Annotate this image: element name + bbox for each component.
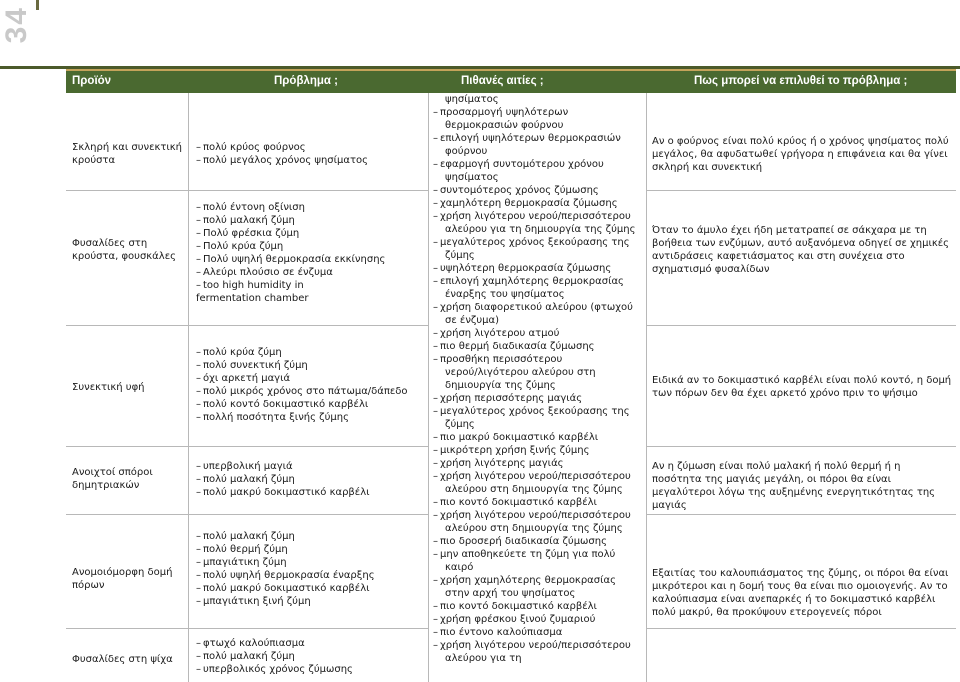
problem-cell [196, 141, 426, 167]
problem-item: – πολύ θερμή ζύμη [196, 543, 426, 556]
cause-line: – πιο κοντό δοκιμαστικό καρβέλι [433, 600, 643, 613]
cause-line: – χρήση φρέσκου ξινού ζυμαριού [433, 613, 643, 626]
cause-line: – πιο έντονο καλούπιασμα [433, 626, 643, 639]
row-divider [66, 190, 428, 191]
product-cell: Ανοιχτοί σπόροι δημητριακών [72, 467, 153, 491]
cause-line: ζύμης [445, 419, 475, 430]
cause-line: – υψηλότερη θερμοκρασία ζύμωσης [433, 262, 643, 275]
cause-line: – πιο θερμή διαδικασία ζύμωσης [433, 340, 643, 353]
product-cell: Φυσαλίδες στη κρούστα, φουσκάλες [72, 238, 176, 262]
problem-item: – μπαγιάτικη ζύμη [196, 556, 426, 569]
cause-line: θερμοκρασιών φούρνου [445, 120, 564, 131]
cause-line: – χρήση λιγότερου νερού/περισσότερου [433, 639, 643, 652]
problem-item: – μπαγιάτικη ξινή ζύμη [196, 595, 426, 608]
causes-column [433, 93, 643, 665]
cause-line: – επιλογή υψηλότερων θερμοκρασιών [433, 132, 643, 145]
problem-item: – φτωχό καλούπιασμα [196, 637, 426, 650]
header-solution: Πως μπορεί να επιλυθεί το πρόβλημα ; [694, 75, 908, 87]
solution-cell: Εξαιτίας του καλουπιάσματος της ζύμης, οι πόροι θα είναι μικρότεροι και η δομή τους θα είναι πιο ομοιογενής. Αν το καλούπιασμα είναι ανεπαρκές ή το δοκιμαστικό καρβέλι πολύ μακρύ, θα προκύψουν ετερογενείς πόροι [652, 568, 949, 618]
row-divider [646, 514, 956, 515]
problem-item: – πολύ συνεκτική ζύμη [196, 359, 426, 372]
problem-item: – πολύ υψηλή θερμοκρασία έναρξης [196, 569, 426, 582]
problem-item: – πολύ μαλακή ζύμη [196, 530, 426, 543]
problem-item: – πολύ μακρύ δοκιμαστικό καρβέλι [196, 582, 426, 595]
cause-line: – επιλογή χαμηλότερης θερμοκρασίας [433, 275, 643, 288]
cause-line: – μεγαλύτερος χρόνος ξεκούρασης της [433, 236, 643, 249]
page-number: 34 [0, 6, 33, 44]
table-header [66, 69, 956, 93]
row-divider [646, 325, 956, 326]
cause-line: – χρήση χαμηλότερης θερμοκρασίας [433, 574, 643, 587]
cause-line: αλεύρου για τη [445, 653, 522, 664]
cause-line: – χαμηλότερη θερμοκρασία ζύμωσης [433, 197, 643, 210]
cause-line: – χρήση λιγότερου νερού/περισσότερου [433, 509, 643, 522]
problem-item: – όχι αρκετή μαγιά [196, 372, 426, 385]
problem-item: – Πολύ φρέσκια ζύμη [196, 227, 426, 240]
solution-cell: Αν η ζύμωση είναι πολύ μαλακή ή πολύ θερμή ή η ποσότητα της μαγιάς μεγάλη, οι πόροι θα είναι μεγαλύτεροι λόγω της αυξημένης ενεργητικότητας της μαγιάς [652, 461, 936, 511]
cause-line: – πιο κοντό δοκιμαστικό καρβέλι [433, 496, 643, 509]
problem-item: – Πολύ υψηλή θερμοκρασία εκκίνησης [196, 253, 426, 266]
problem-cell [196, 530, 426, 608]
problem-item: – Αλεύρι πλούσιο σε ένζυμα [196, 266, 426, 279]
header-causes: Πιθανές αιτίες ; [461, 75, 544, 87]
row-divider [66, 628, 428, 629]
problem-item: – πολύ έντονη οξίνιση [196, 201, 426, 214]
problem-item: – πολλή ποσότητα ξινής ζύμης [196, 411, 426, 424]
problem-item: – too high humidity in fermentation chamber [196, 279, 371, 305]
header-problem: Πρόβλημα ; [274, 75, 339, 87]
cause-line: αλεύρου για τη δημιουργία της ζύμης [445, 224, 636, 235]
solution-cell: Αν ο φούρνος είναι πολύ κρύος ή ο χρόνος ψησίματος πολύ μεγάλος, θα αφυδατωθεί γρήγορα η επιφάνεια και θα γίνει σκληρή και συνεκτική [652, 136, 949, 173]
cause-line: – πιο μακρύ δοκιμαστικό καρβέλι [433, 431, 643, 444]
column-divider [428, 93, 429, 682]
problem-cell [196, 201, 426, 305]
cause-line: – προσθήκη περισσότερου [433, 353, 643, 366]
cause-line: αλεύρου στη δημιουργία της ζύμης [445, 523, 623, 534]
column-divider [188, 93, 189, 682]
cause-line: – προσαρμογή υψηλότερων [433, 106, 643, 119]
problem-item: – πολύ μαλακή ζύμη [196, 650, 426, 663]
cause-line: – χρήση περισσότερης μαγιάς [433, 392, 643, 405]
cause-line: – μικρότερη χρήση ξινής ζύμης [433, 444, 643, 457]
cause-line: – χρήση λιγότερου νερού/περισσότερου [433, 210, 643, 223]
cause-line: νερού/λιγότερου αλεύρου στη [445, 367, 596, 378]
cause-line: – μεγαλύτερος χρόνος ξεκούρασης της [433, 405, 643, 418]
row-divider [66, 446, 428, 447]
problem-item: – υπερβολικός χρόνος ζύμωσης [196, 663, 426, 676]
product-cell: Σκληρή και συνεκτική κρούστα [72, 142, 183, 166]
problem-cell [196, 637, 426, 676]
cause-line: ψησίματος [445, 94, 499, 105]
cause-line: καιρό [445, 562, 474, 573]
problem-item: – πολύ μακρύ δοκιμαστικό καρβέλι [196, 486, 426, 499]
cause-line: δημιουργία της ζύμης [445, 380, 556, 391]
problem-item: – πολύ μαλακή ζύμη [196, 473, 426, 486]
row-divider [646, 446, 956, 447]
cause-line: ψησίματος [445, 172, 499, 183]
problem-item: – πολύ μεγάλος χρόνος ψησίματος [196, 154, 426, 167]
cause-line: – χρήση διαφορετικού αλεύρου (φτωχού [433, 301, 643, 314]
cause-line: έναρξης του ψησίματος [445, 289, 565, 300]
problem-item: – πολύ κρύος φούρνος [196, 141, 426, 154]
cause-line: σε ένζυμα) [445, 315, 499, 326]
solution-cell: Όταν το άμυλο έχει ήδη μετατραπεί σε σάκχαρα με τη βοήθεια των ενζύμων, αυτό αυξανόμενα οδηγεί σε χημικές αντιδράσεις καφετιάσματος και στη συνέχεια στο σχηματισμό φυσαλίδων [652, 225, 950, 275]
cause-line: – μην αποθηκεύετε τη ζύμη για πολύ [433, 548, 643, 561]
product-cell: Συνεκτική υφή [72, 382, 145, 393]
cause-line: – πιο δροσερή διαδικασία ζύμωσης [433, 535, 643, 548]
product-cell: Φυσαλίδες στη ψίχα [72, 654, 173, 665]
problem-item: – πολύ μαλακή ζύμη [196, 214, 426, 227]
cause-line: αλεύρου στη δημιουργία της ζύμης [445, 484, 623, 495]
problem-item: – υπερβολική μαγιά [196, 460, 426, 473]
cause-line: – χρήση λιγότερου ατμού [433, 327, 643, 340]
cause-line: στην αρχή του ψησίματος [445, 588, 576, 599]
problem-item: – πολύ κρύα ζύμη [196, 346, 426, 359]
problem-item: – Πολύ κρύα ζύμη [196, 240, 426, 253]
row-divider [66, 514, 428, 515]
problem-cell [196, 460, 426, 499]
problem-item: – πολύ μικρός χρόνος στο πάτωμα/δάπεδο [196, 385, 426, 398]
cause-line: ζύμης [445, 250, 475, 261]
problem-cell [196, 346, 426, 424]
solution-cell: Ειδικά αν το δοκιμαστικό καρβέλι είναι πολύ κοντό, η δομή των πόρων δεν θα έχει αρκετό χρόνο πριν το ψήσιμο [652, 375, 952, 399]
cause-line: – χρήση λιγότερης μαγιάς [433, 457, 643, 470]
cause-line: – χρήση λιγότερου νερού/περισσότερου [433, 470, 643, 483]
problem-item: – πολύ κοντό δοκιμαστικό καρβέλι [196, 398, 426, 411]
row-divider [646, 628, 956, 629]
row-divider [646, 190, 956, 191]
cause-line: – συντομότερος χρόνος ζύμωσης [433, 184, 643, 197]
cause-line: – εφαρμογή συντομότερου χρόνου [433, 158, 643, 171]
column-divider [646, 93, 647, 682]
top-accent-line [36, 0, 39, 10]
cause-line: φούρνου [445, 146, 488, 157]
row-divider [66, 325, 428, 326]
header-product: Προϊόν [72, 75, 112, 87]
product-cell: Ανομοιόμορφη δομή πόρων [72, 567, 173, 591]
